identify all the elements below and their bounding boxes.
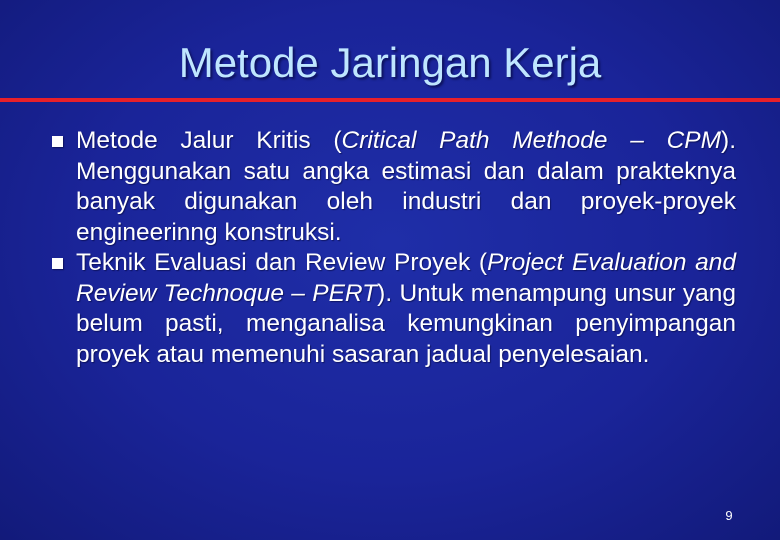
bullet-text-segment: Metode Jalur Kritis (	[76, 127, 342, 154]
bullet-text-italic-segment: Critical Path Methode – CPM	[341, 127, 722, 154]
bullet-text-segment: ). Untuk menampung unsur yang belum pasti, menganalisa kemungkinan penyimpangan proyek atau memenuhi sasaran jadual penyelesaian.	[76, 279, 736, 368]
bullet-item-cpm	[52, 126, 736, 248]
bullet-text-segment: ). Menggunakan satu angka estimasi dan dalam prakteknya banyak digunakan oleh industri dan proyek-proyek engineerinng konstruksi.	[76, 127, 736, 246]
bullet-text-segment: Teknik Evaluasi dan Review Proyek (	[76, 249, 488, 276]
page-number: 9	[725, 508, 733, 523]
slide-title: Metode Jaringan Kerja	[178, 39, 602, 86]
square-bullet-icon	[52, 136, 63, 147]
bullet-list	[52, 126, 736, 370]
square-bullet-icon	[52, 258, 63, 269]
title-divider	[0, 98, 780, 102]
bullet-text-italic-segment: Project Evaluation and Review Technoque – PERT	[76, 249, 737, 307]
bullet-item-pert	[52, 248, 736, 370]
